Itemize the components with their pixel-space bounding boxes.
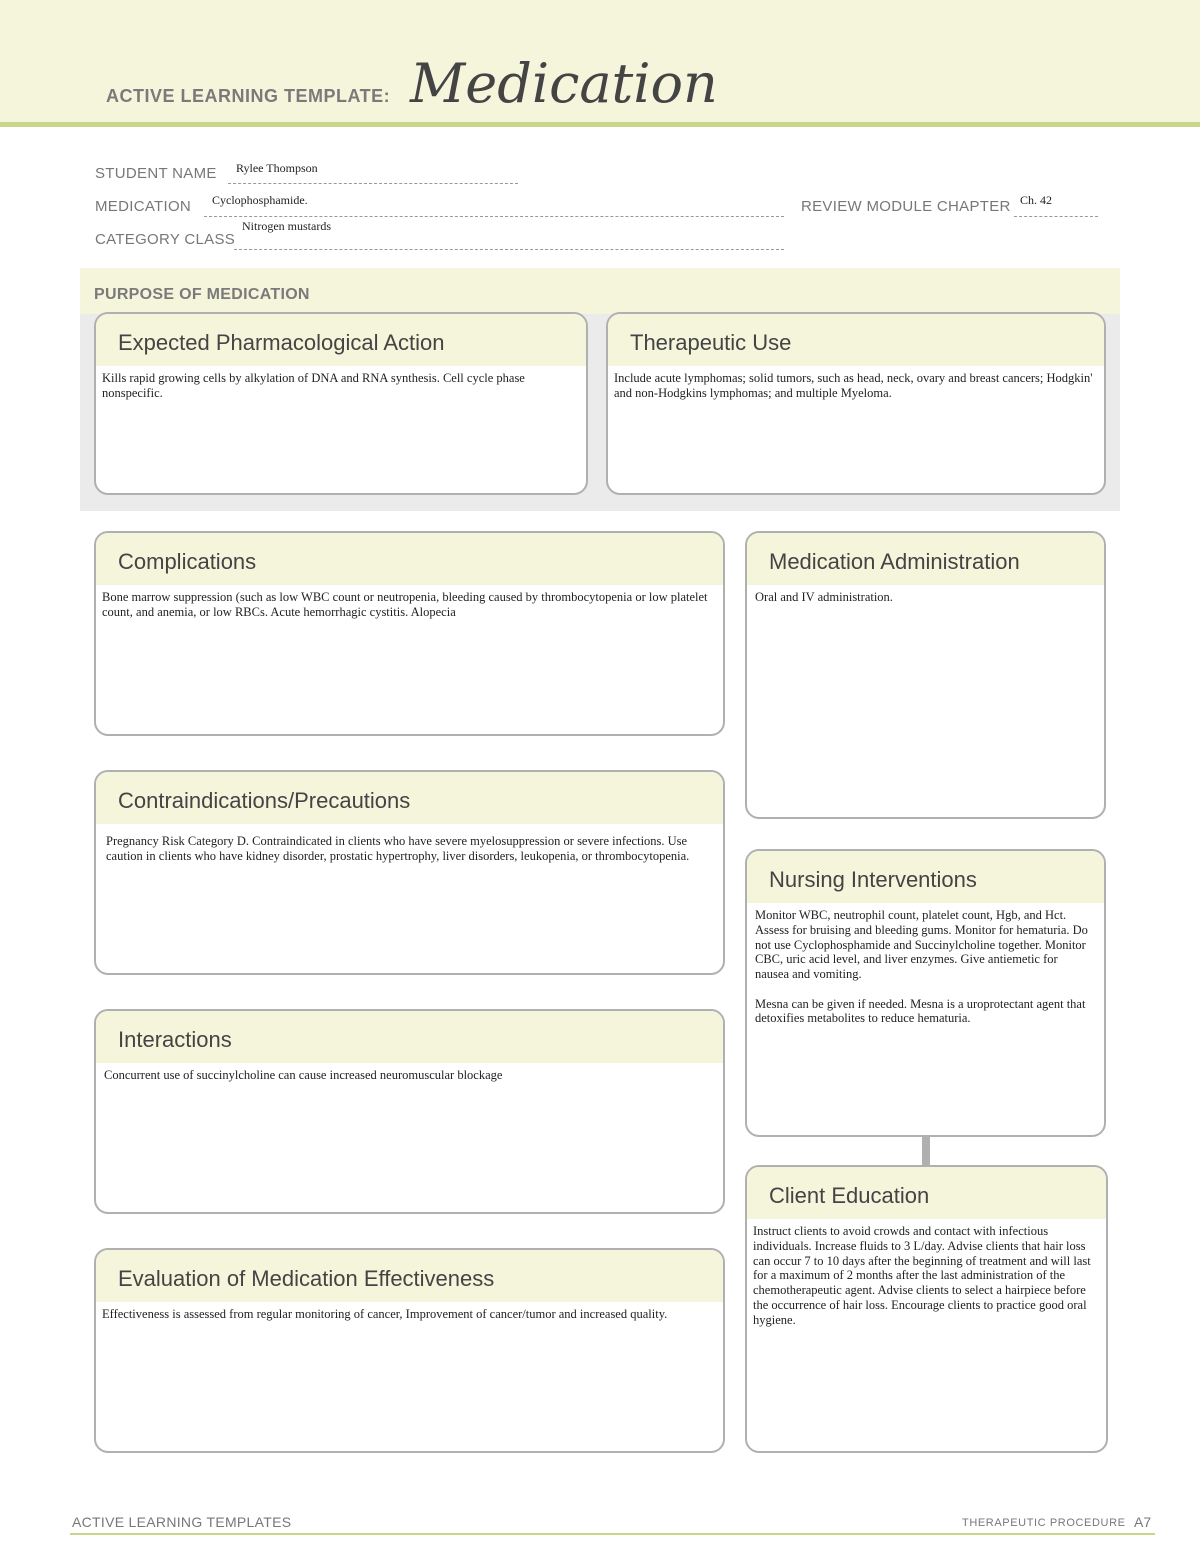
- nursing-title: Nursing Interventions: [769, 867, 977, 892]
- client-education-box: [745, 1165, 1108, 1453]
- template-label: ACTIVE LEARNING TEMPLATE:: [106, 86, 391, 106]
- medication-label: MEDICATION: [95, 198, 192, 215]
- expected-action-text[interactable]: Kills rapid growing cells by alkylation of DNA and RNA synthesis. Cell cycle phase nonspecific.: [102, 371, 525, 400]
- contraindications-box: [94, 770, 725, 975]
- interactions-header: [96, 1011, 723, 1063]
- connector: [922, 1136, 930, 1166]
- evaluation-header: [96, 1250, 723, 1302]
- contraindications-header: [96, 772, 723, 824]
- interactions-title: Interactions: [118, 1027, 232, 1052]
- category-class-label: CATEGORY CLASS: [95, 231, 236, 248]
- client-education-text[interactable]: Instruct clients to avoid crowds and contact with infectious individuals. Increase fluids to 3 L/day. Advise clients that hair loss can occur 7 to 10 days after the beginning of treatment and will last for a maximum of 2 months after the last administration of the chemotherapeutic agent. Advise clients to select a hairpiece before the occurrence of hair loss. Encourage clients to practice good oral hygiene.: [753, 1224, 1091, 1327]
- expected-action-title: Expected Pharmacological Action: [118, 330, 445, 355]
- complications-text[interactable]: Bone marrow suppression (such as low WBC count or neutropenia, bleeding caused by thrombocytopenia or low platelet count, and anemia, or low RBCs. Acute hemorrhagic cystitis. Alopecia: [102, 590, 708, 619]
- therapeutic-use-box: [606, 312, 1106, 495]
- med-admin-box: [745, 531, 1106, 819]
- contraindications-text[interactable]: Pregnancy Risk Category D. Contraindicated in clients who have severe myelosuppression or severe infections. Use caution in clients who have kidney disorder, prostatic hypertrophy, liver disorders, leukopenia, or thrombocytopenia.: [106, 834, 690, 863]
- complications-title: Complications: [118, 549, 257, 574]
- expected-action-header: [96, 314, 586, 366]
- student-name-label: STUDENT NAME: [95, 165, 217, 182]
- therapeutic-use-title: Therapeutic Use: [630, 330, 792, 355]
- evaluation-title: Evaluation of Medication Effectiveness: [118, 1266, 495, 1291]
- template-title: Medication: [410, 52, 718, 115]
- review-module-value[interactable]: Ch. 42: [1020, 193, 1053, 207]
- client-education-title: Client Education: [769, 1183, 930, 1208]
- footer-right-label: THERAPEUTIC PROCEDURE: [962, 1517, 1126, 1529]
- category-class-line: [234, 233, 784, 250]
- expected-action-box: [94, 312, 588, 495]
- nursing-text[interactable]: Monitor WBC, neutrophil count, platelet count, Hgb, and Hct. Assess for bruising and bleeding gums. Monitor for hematuria. Do not use Cyclophosphamide and Succinylcholine together. Monitor CBC, uric acid level, and liver enzymes. Give antiemetic for nausea and vomiting. Mesna can be given if needed. Mesna is a uroprotectant agent that detoxifies metabolites to reduce hematuria.: [755, 908, 1088, 1026]
- med-admin-text[interactable]: Oral and IV administration.: [755, 590, 893, 604]
- purpose-label: PURPOSE OF MEDICATION: [94, 286, 310, 303]
- complications-header: [96, 533, 723, 585]
- contraindications-title: Contraindications/Precautions: [118, 788, 411, 813]
- category-class-value[interactable]: Nitrogen mustards: [242, 219, 331, 233]
- nursing-box: [745, 849, 1106, 1137]
- med-admin-header: [747, 533, 1104, 585]
- interactions-text[interactable]: Concurrent use of succinylcholine can cause increased neuromuscular blockage: [104, 1068, 503, 1082]
- footer-page-number: A7: [1134, 1514, 1152, 1530]
- evaluation-text[interactable]: Effectiveness is assessed from regular monitoring of cancer, Improvement of cancer/tumor and increased quality.: [102, 1307, 668, 1321]
- student-name-value[interactable]: Rylee Thompson: [236, 161, 318, 175]
- client-education-header: [747, 1167, 1106, 1219]
- therapeutic-use-text[interactable]: Include acute lymphomas; solid tumors, such as head, neck, ovary and breast cancers; Hodgkin' and non-Hodgkins lymphomas; and multiple Myeloma.: [614, 371, 1093, 400]
- interactions-box: [94, 1009, 725, 1214]
- med-admin-title: Medication Administration: [769, 549, 1020, 574]
- review-module-label: REVIEW MODULE CHAPTER: [801, 198, 1011, 215]
- evaluation-box: [94, 1248, 725, 1453]
- footer-left-label: ACTIVE LEARNING TEMPLATES: [72, 1514, 292, 1530]
- complications-box: [94, 531, 725, 736]
- nursing-header: [747, 851, 1104, 903]
- footer-line: [70, 1533, 1155, 1535]
- medication-value[interactable]: Cyclophosphamide.: [212, 193, 308, 207]
- therapeutic-use-header: [608, 314, 1104, 366]
